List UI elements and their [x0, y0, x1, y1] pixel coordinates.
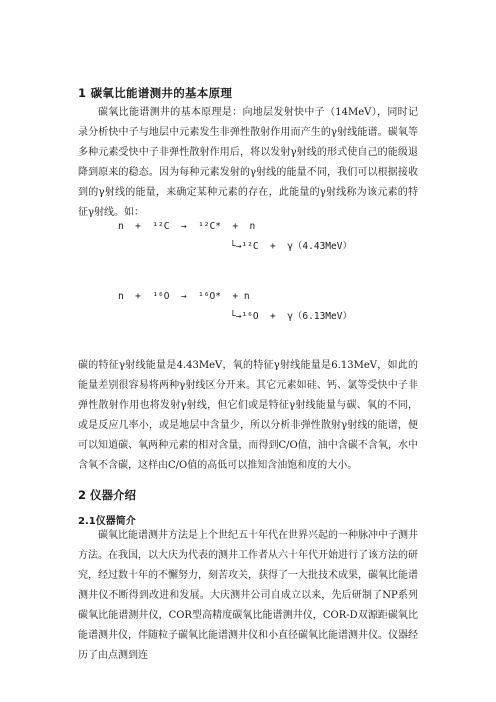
section-2-heading: 2 仪器介绍 — [78, 488, 137, 502]
oxygen-decay-equation: └→¹⁶O + γ（6.13MeV） — [230, 311, 352, 322]
oxygen-reaction-equation: n + ¹⁶O → ¹⁶O* + n — [118, 291, 250, 302]
section-2-1-subheading: 2.1仪器简介 — [78, 516, 136, 527]
section-1-heading: 1 碳氧比能谱测井的基本原理 — [78, 86, 233, 100]
section-1-paragraph-2: 碳的特征γ射线能量是4.43MeV，氧的特征γ射线能量是6.13MeV，如此的能量差别很容易将两种γ射线区分开来。其它元素如硅、钙、氯等受快中子非弹性散射作用也将发射γ射线，但它们或是特征γ射线能量与碳、氧的不同，或是反应几率小，或是地层中含量少，所以分析非弹性散射γ射线的能谱，便可以知道碳、氧两种元素的相对含量，而得到C/O值，油中含碳不含氧，水中含氧不含碳，这样由C/O值的高低可以推知含油饱和度的大小。 — [78, 360, 418, 471]
section-2-paragraph-1: 碳氧比能谱测井方法是上个世纪五十年代在世界兴起的一种脉冲中子测井方法。在我国，以大庆为代表的测井工作者从六十年代开始进行了该方法的研究，经过数十年的不懈努力，刻苦攻关，获得了一大批技术成果，碳氧比能谱测井仪不断得到改进和发展。大庆测井公司自成立以来，先后研制了NP系列碳氧比能谱测井仪，COR型高精度碳氧比能谱测井仪，COR-D双源距碳氧比能谱测井仪，伴随粒子碳氧比能谱测井仪和小直径碳氧比能谱测井仪。仪器经历了由点测到连 — [78, 530, 418, 661]
section-1-paragraph-1: 碳氧比能谱测井的基本原理是：向地层发射快中子（14MeV），同时记录分析快中子与地层中元素发生非弹性散射作用而产生的γ射线能谱。碳氧等多种元素受快中子非弹性散射作用后，将以发射γ射线的形式使自己的能级退降到原来的稳态。因为每种元素发射的γ射线的能量不同，我们可以根据接收到的γ射线的能量，来确定某种元素的存在，此能量的γ射线称为该元素的特征γ射线。如： — [78, 107, 418, 218]
carbon-reaction-equation: n + ¹²C → ¹²C* + n — [118, 221, 256, 232]
carbon-decay-equation: └→¹²C + γ（4.43MeV） — [230, 241, 352, 252]
